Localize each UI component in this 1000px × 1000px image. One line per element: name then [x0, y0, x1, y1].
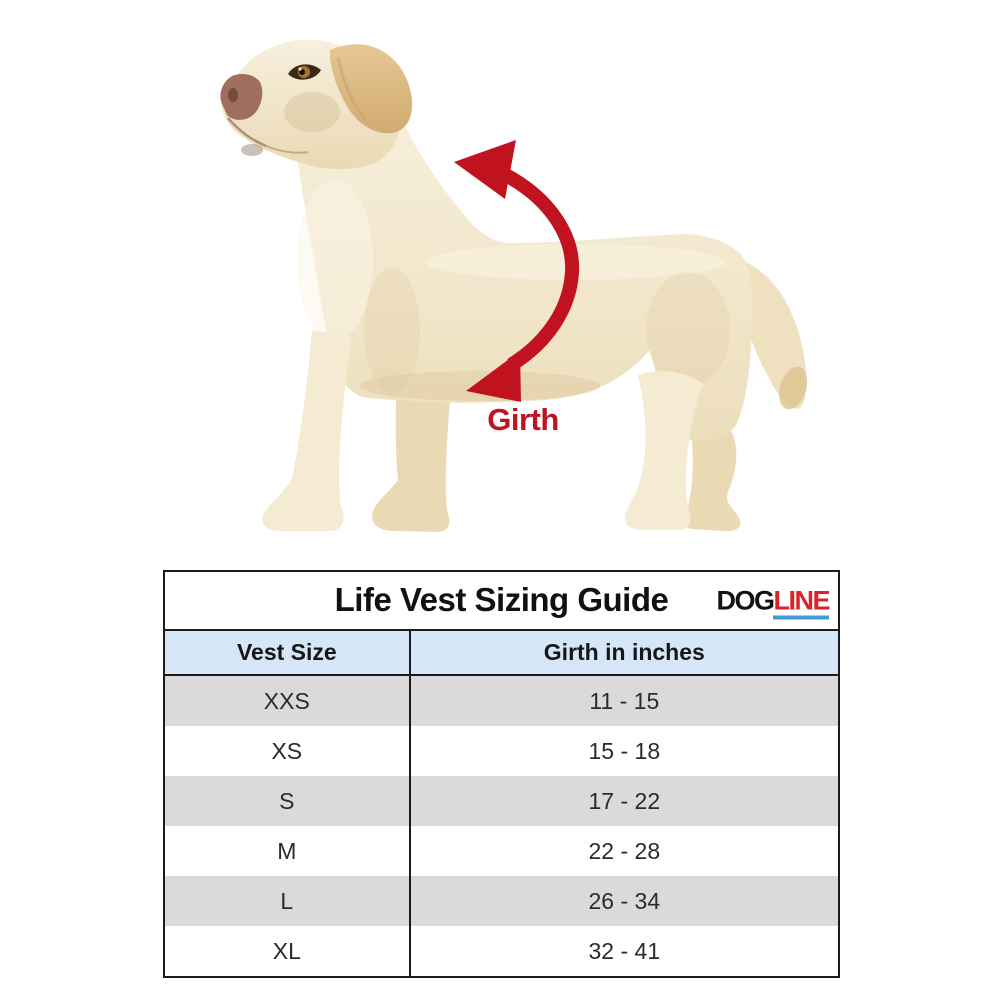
table-row-s [165, 776, 838, 826]
brand-logo [716, 585, 829, 616]
girth-arrow-head-top [454, 140, 516, 199]
vest-size-cell: XS [165, 726, 411, 776]
vest-size-cell: XL [165, 926, 411, 976]
sizing-table [163, 570, 840, 978]
girth-label: Girth [487, 402, 559, 437]
vest-size-cell: S [165, 776, 411, 826]
dog-chin-shade [241, 144, 263, 156]
girth-cell: 26 - 34 [588, 887, 661, 914]
dog-eye-highlight [298, 67, 301, 70]
table-row-xs [165, 726, 838, 776]
column-header-vest-size: Vest Size [165, 631, 411, 674]
table-title: Life Vest Sizing Guide [334, 580, 669, 618]
vest-size-cell: XXS [165, 676, 411, 726]
girth-cell: 17 - 22 [588, 787, 661, 814]
girth-cell: 15 - 18 [588, 737, 661, 764]
table-row-m [165, 826, 838, 876]
vest-size-cell: L [165, 876, 411, 926]
girth-cell: 32 - 41 [588, 937, 661, 964]
dog-thigh-shadow [646, 272, 730, 388]
dog-nostril [228, 88, 238, 102]
dog-cheek-shade [284, 92, 340, 132]
table-row-l [165, 876, 838, 926]
dog-near-front-leg [262, 330, 352, 531]
brand-logo-line: LINE [773, 585, 829, 619]
girth-cell: 22 - 28 [588, 837, 661, 864]
table-header-row [165, 629, 838, 676]
brand-logo-dog: DOG [716, 585, 774, 615]
table-row-xl [165, 926, 838, 976]
dog-shoulder-shadow [364, 268, 420, 392]
column-header-girth: Girth in inches [543, 639, 705, 665]
dog-chest-highlight [297, 180, 373, 340]
vest-size-cell: M [165, 826, 411, 876]
table-title-row [165, 572, 838, 629]
table-row-xxs [165, 676, 838, 726]
girth-cell: 11 - 15 [589, 687, 660, 714]
